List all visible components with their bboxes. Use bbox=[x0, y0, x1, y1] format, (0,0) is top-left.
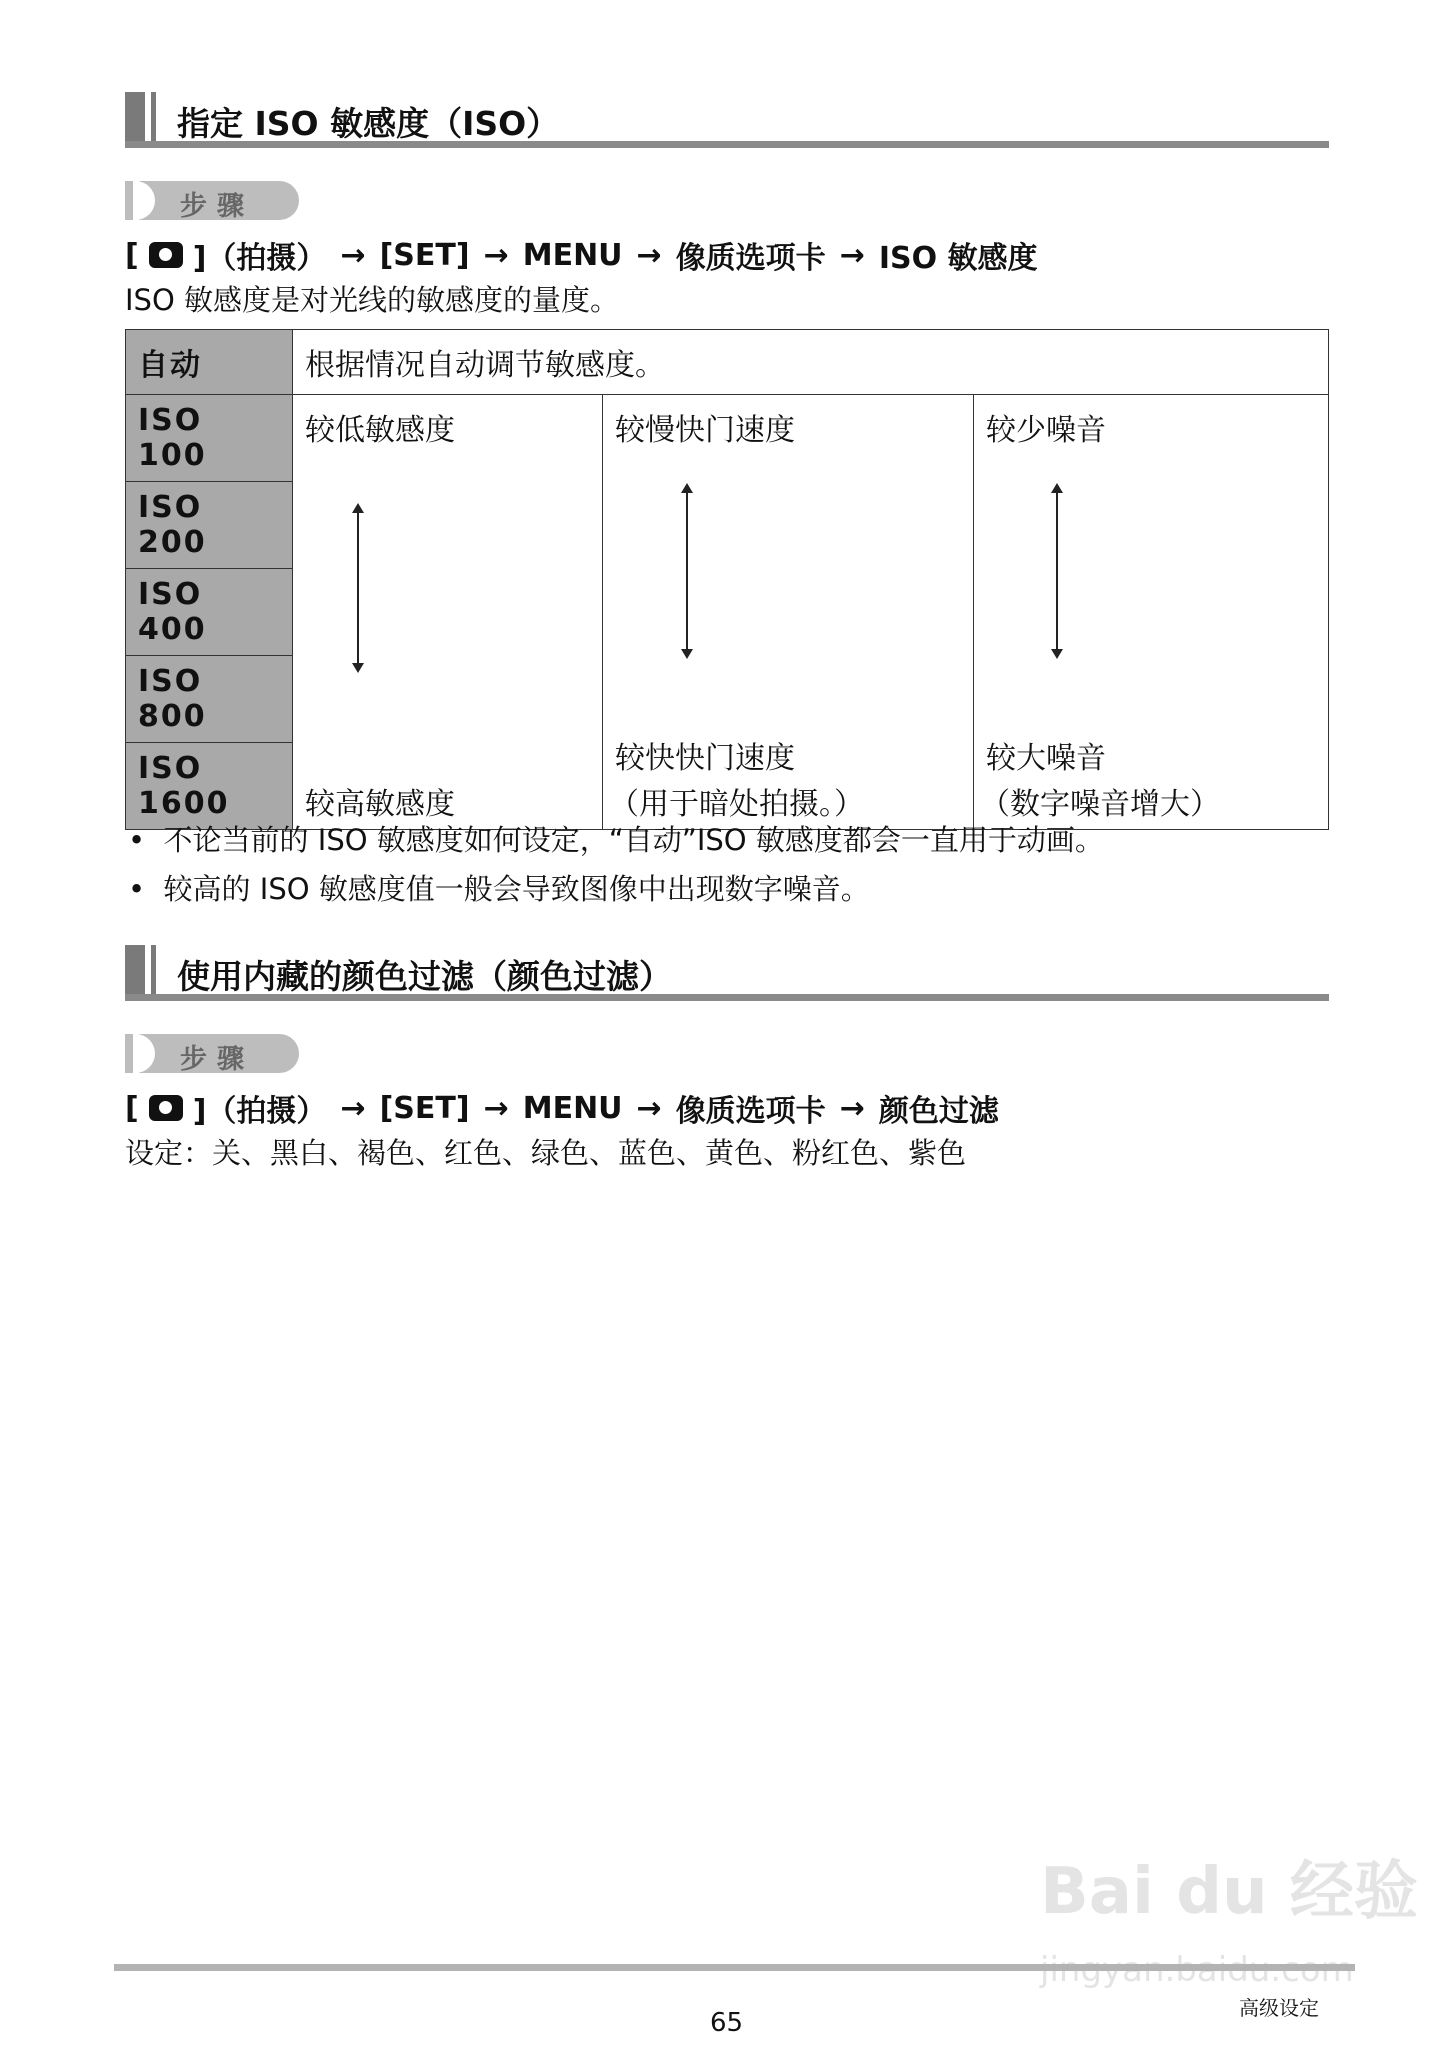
auto-desc: 根据情况自动调节敏感度。 bbox=[293, 330, 1329, 395]
description: ISO 敏感度是对光线的敏感度的量度。 bbox=[125, 283, 620, 317]
row-label-iso: ISO 1600 bbox=[126, 743, 293, 830]
step-label: 步骤 bbox=[180, 1044, 254, 1075]
double-arrow-icon bbox=[1056, 485, 1058, 657]
bullet-item: • 不论当前的 ISO 敏感度如何设定，“自动”ISO 敏感度都会一直用于动画。 bbox=[128, 823, 1104, 857]
arrow-icon: → bbox=[636, 1090, 662, 1126]
section-title: 使用内藏的颜色过滤（颜色过滤） bbox=[177, 957, 672, 996]
col-noise: 较少噪音 较大噪音 （数字噪音增大） bbox=[974, 395, 1329, 830]
row-label-iso: ISO 100 bbox=[126, 395, 293, 482]
col-sensitivity: 较低敏感度 较高敏感度 bbox=[293, 395, 603, 830]
arrow-icon: → bbox=[636, 237, 662, 273]
section-heading-iso bbox=[125, 92, 1329, 148]
row-label-iso: ISO 400 bbox=[126, 569, 293, 656]
arrow-icon: → bbox=[340, 1090, 366, 1126]
menu-path: [ ]（拍摄） → [SET] → MENU → 像质选项卡 → 颜色过滤 bbox=[125, 1090, 999, 1129]
settings-list: 设定：关、黑白、褐色、红色、绿色、蓝色、黄色、粉红色、紫色 bbox=[125, 1136, 967, 1170]
row-label-auto: 自动 bbox=[126, 330, 293, 395]
bullet-item: • 较高的 ISO 敏感度值一般会导致图像中出现数字噪音。 bbox=[128, 872, 870, 906]
menu-path: [ ]（拍摄） → [SET] → MENU → 像质选项卡 → ISO 敏感度 bbox=[125, 237, 1038, 276]
footer-rule bbox=[114, 1964, 1355, 1971]
arrow-icon: → bbox=[483, 1090, 509, 1126]
section-heading-color-filter bbox=[125, 945, 1329, 1001]
section-title: 指定 ISO 敏感度（ISO） bbox=[177, 104, 560, 143]
arrow-icon: → bbox=[839, 237, 865, 273]
step-badge bbox=[125, 181, 299, 220]
camera-icon bbox=[149, 1095, 183, 1121]
arrow-icon: → bbox=[839, 1090, 865, 1126]
page-number: 65 bbox=[710, 2008, 744, 2038]
arrow-icon: → bbox=[483, 237, 509, 273]
arrow-icon: → bbox=[340, 237, 366, 273]
watermark-logo: Bai du 经验 bbox=[1040, 1855, 1418, 1929]
camera-icon bbox=[149, 242, 183, 268]
double-arrow-icon bbox=[357, 505, 359, 671]
step-label: 步骤 bbox=[180, 191, 254, 222]
iso-table bbox=[125, 329, 1329, 830]
row-label-iso: ISO 200 bbox=[126, 482, 293, 569]
double-arrow-icon bbox=[686, 485, 688, 657]
chapter-label: 高级设定 bbox=[1239, 1996, 1319, 2020]
col-shutter: 较慢快门速度 较快快门速度 （用于暗处拍摄。） bbox=[603, 395, 974, 830]
step-badge bbox=[125, 1034, 299, 1073]
row-label-iso: ISO 800 bbox=[126, 656, 293, 743]
